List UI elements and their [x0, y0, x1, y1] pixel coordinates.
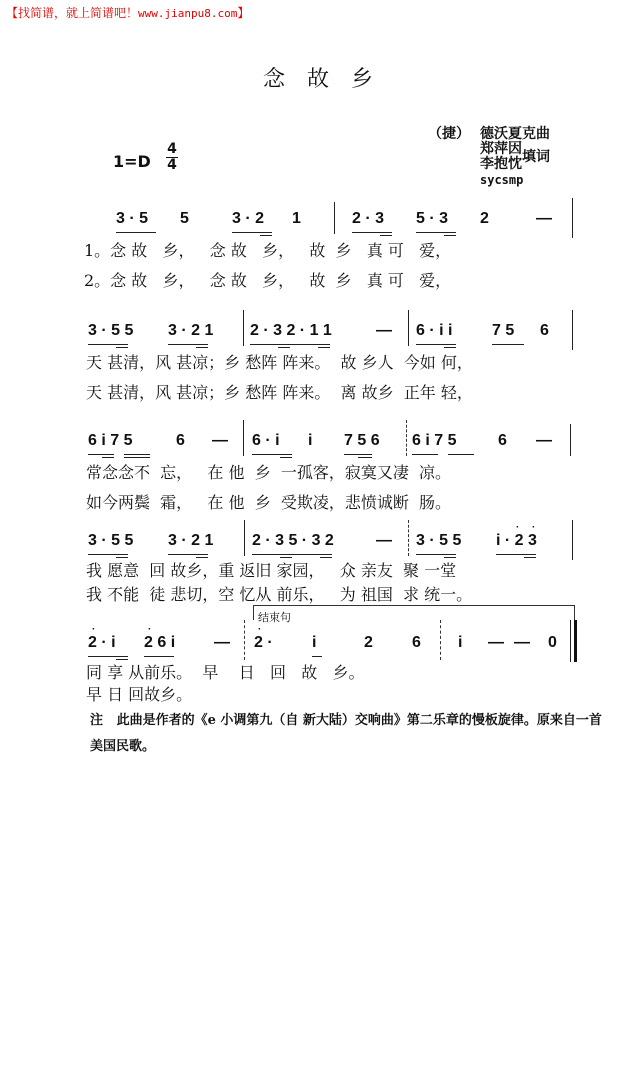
barline	[334, 202, 335, 234]
note-group: 3 · 2 1	[168, 322, 214, 339]
note: 6	[176, 432, 185, 449]
dash: —	[214, 634, 230, 651]
barline-dashed	[408, 520, 410, 556]
rest: 0	[548, 634, 557, 651]
lyric-verse-2: 我 不能 徒 悲切，空 忆从 前乐， 为 祖国 求 统一。	[86, 585, 473, 604]
note-group: 3 · 2 1	[168, 532, 214, 549]
dash: —	[376, 322, 392, 339]
note-group: 7 5 6	[344, 432, 380, 449]
ending-label: 结束句	[258, 611, 291, 624]
note: 2	[364, 634, 373, 651]
credits	[428, 126, 550, 188]
barline-dashed	[440, 620, 442, 660]
note-group: 3 · 5	[116, 210, 149, 227]
barline	[572, 198, 573, 238]
key-signature: 1=D	[113, 152, 151, 171]
dash: —	[488, 634, 504, 651]
lyric-verse-2: 天 甚清，风 甚凉；乡 愁阵 阵来。 离 故乡 正年 轻，	[86, 383, 473, 402]
lyricist-suffix: 填词	[522, 149, 550, 165]
lyricist-names	[480, 142, 522, 172]
notation-row: · 2 · i · 2 6 i — · 2 · i 2 6 i — — 0	[0, 634, 18, 1084]
dash: —	[212, 432, 228, 449]
dash: —	[536, 210, 552, 227]
barline	[243, 310, 244, 346]
barline-dashed	[406, 420, 408, 456]
lyric-verse-2: 早 日 回故乡。	[86, 685, 193, 704]
lyric-verse-1: 1。念 故 乡， 念 故 乡， 故 乡 真 可 爱，	[84, 241, 452, 260]
note-group: i · 2 3	[496, 532, 537, 549]
banner-url[interactable]: www.jianpu8.com	[138, 7, 238, 20]
note: i	[458, 634, 463, 651]
note-group: 6 i 7 5	[88, 432, 133, 449]
lyric-verse-1: 我 愿意 回 故乡，重 返旧 家园， 众 亲友 聚 一堂	[86, 561, 457, 580]
transcriber: sycsmp	[480, 173, 524, 187]
note-group: 2 · 3 5 · 3 2	[252, 532, 334, 549]
ending-bracket	[253, 605, 575, 624]
banner-close-bracket: 】	[237, 6, 250, 20]
composer-prefix: （捷）	[428, 126, 470, 142]
note-group: 2 · 3	[352, 210, 385, 227]
final-barline	[574, 620, 577, 662]
note: 1	[292, 210, 301, 227]
note-group: 2 · 3 2 · 1 1	[250, 322, 332, 339]
lyric-verse-1: 常念念不 忘， 在 他 乡 一孤客，寂寞又凄 凉。	[86, 463, 452, 482]
lyric-verse-2: 2。念 故 乡， 念 故 乡， 故 乡 真 可 爱，	[84, 271, 452, 290]
dash: —	[376, 532, 392, 549]
song-title: 念故乡	[262, 67, 395, 92]
footnote	[90, 708, 610, 760]
lyric-verse-1: 同 享 从前乐。 早 日 回 故 乡。	[86, 663, 365, 682]
note-group: 6 i 7 5	[412, 432, 457, 449]
dash: —	[514, 634, 530, 651]
barline	[572, 310, 573, 350]
note: 6	[412, 634, 421, 651]
note-group: 2 ·	[254, 634, 273, 651]
lyric-verse-2: 如今两鬓 霜， 在 他 乡 受欺凌，悲愤诚断 肠。	[86, 493, 452, 512]
barline	[572, 520, 573, 560]
note: i	[312, 634, 317, 651]
note-group: 7 5	[492, 322, 515, 339]
note: 2	[480, 210, 489, 227]
note: 5	[180, 210, 189, 227]
barline	[570, 424, 571, 456]
banner-text: 【找简谱，就上简谱吧！	[6, 6, 139, 20]
footnote-label: 注	[90, 713, 104, 728]
lyricist-1: 郑萍因	[480, 141, 522, 157]
note: 6	[540, 322, 549, 339]
barline	[244, 520, 245, 556]
note-group: 6 · i	[252, 432, 280, 449]
lyricist-2: 李抱忱	[480, 156, 522, 172]
time-signature-top: 4	[167, 141, 177, 157]
note-group: 3 · 5 5	[88, 322, 134, 339]
footnote-text: 此曲是作者的《e 小调第九（自 新大陆）交响曲》第二乐章的慢板旋律。原来自一首美国民歌。	[90, 713, 602, 754]
note-group: 3 · 5 5	[88, 532, 134, 549]
note-group: 6 · i i	[416, 322, 453, 339]
lyric-verse-1: 天 甚清，风 甚凉；乡 愁阵 阵来。 故 乡人 今如 何，	[86, 353, 473, 372]
note-group: 5 · 3	[416, 210, 449, 227]
note: 6	[498, 432, 507, 449]
note: i	[308, 432, 313, 449]
note-group: 3 · 5 5	[416, 532, 462, 549]
dash: —	[536, 432, 552, 449]
time-signature-bottom: 4	[167, 157, 177, 173]
notation-row: 3 · 5 5 3 · 2 1 2 · 3 5 · 3 2 — 3 · 5 5 i · 2 3 · ·	[0, 532, 18, 964]
note-group: 2 6 i	[144, 634, 176, 651]
barline	[408, 310, 409, 346]
barline-dashed	[244, 620, 246, 660]
barline	[570, 620, 571, 662]
barline	[243, 420, 244, 456]
composer: 德沃夏克曲	[480, 126, 550, 142]
site-banner	[6, 4, 249, 21]
note-group: 3 · 2	[232, 210, 265, 227]
note-group: 2 · i	[88, 634, 116, 651]
time-signature	[166, 142, 178, 173]
